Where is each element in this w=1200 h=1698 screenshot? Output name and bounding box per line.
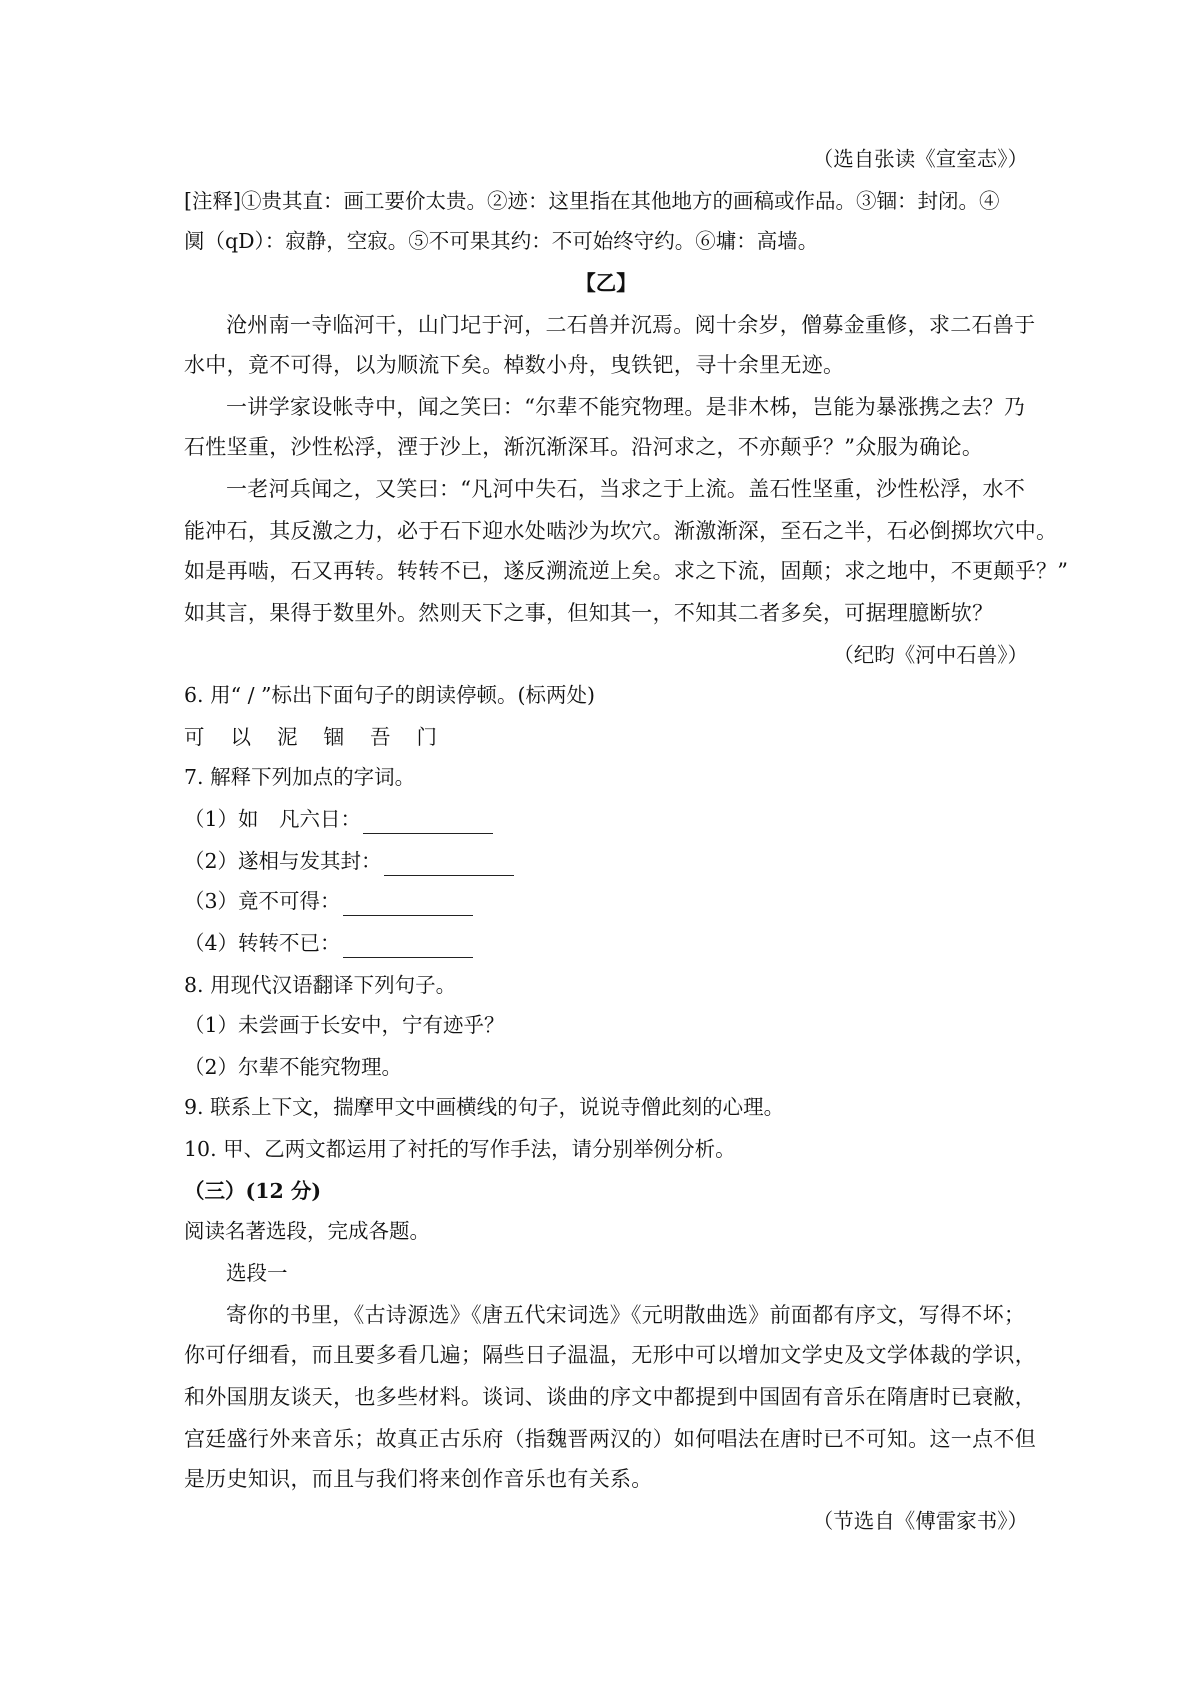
passage-yi-line: 一老河兵闻之，又笑曰：“凡河中失石，当求之于上流。盖石性坚重，沙性松浮，水不 [226, 477, 1026, 501]
passage-yi-line: 如其言，果得于数里外。然则天下之事，但知其一，不知其二者多矣，可据理臆断欤？ [184, 601, 994, 625]
question-8-item-1: （1）未尝画于长安中，宁有迹乎？ [184, 1013, 505, 1037]
source-citation-fulei: （节选自《傅雷家书》） [812, 1509, 1028, 1533]
question-7-item-text: （2）遂相与发其封： [184, 849, 382, 873]
excerpt-line: 宫廷盛行外来音乐；故真正古乐府（指魏晋两汉的）如何唱法在唐时已不可知。这一点不但 [184, 1427, 1036, 1451]
passage-yi-line: 水中，竟不可得，以为顺流下矣。棹数小舟，曳铁钯，寻十余里无迹。 [184, 353, 845, 377]
passage-yi-line: 石性坚重，沙性松浮，湮于沙上，渐沉渐深耳。沿河求之，不亦颠乎？”众服为确论。 [184, 435, 984, 459]
answer-blank[interactable] [343, 895, 473, 916]
excerpt-line: 是历史知识，而且与我们将来创作音乐也有关系。 [184, 1467, 653, 1491]
answer-blank[interactable] [363, 813, 493, 834]
passage-yi-line: 沧州南一寺临河干，山门圮于河，二石兽并沉焉。阅十余岁，僧募金重修，求二石兽于 [226, 313, 1036, 337]
question-9: 9. 联系上下文，揣摩甲文中画横线的句子，说说寺僧此刻的心理。 [184, 1095, 785, 1119]
section-heading-yi: 【乙】 [575, 271, 637, 295]
excerpt-heading: 选段一 [226, 1261, 288, 1285]
question-8-item-2: （2）尔辈不能究物理。 [184, 1055, 403, 1079]
question-7-item-text: （3）竟不可得： [184, 889, 341, 913]
question-10: 10. 甲、乙两文都运用了衬托的写作手法，请分别举例分析。 [184, 1137, 736, 1161]
passage-yi-line: 能冲石，其反激之力，必于石下迎水处啮沙为坎穴。渐激渐深，至石之半，石必倒掷坎穴中。 [184, 519, 1058, 543]
excerpt-line: 和外国朋友谈天，也多些材料。谈词、谈曲的序文中都提到中国固有音乐在隋唐时已衰敝， [184, 1385, 1036, 1409]
question-7: 7. 解释下列加点的字词。 [184, 765, 416, 789]
question-7-item-2 [184, 846, 1028, 876]
question-7-item-4 [184, 928, 1028, 958]
question-7-item-3 [184, 886, 1028, 916]
source-citation-jia: （选自张读《宣室志》） [812, 147, 1028, 171]
question-8: 8. 用现代汉语翻译下列句子。 [184, 973, 457, 997]
answer-blank[interactable] [343, 937, 473, 958]
answer-blank[interactable] [384, 855, 514, 876]
source-citation-yi: （纪昀《河中石兽》） [833, 643, 1028, 667]
passage-yi-line: 一讲学家设帐寺中，闻之笑曰：“尔辈不能究物理。是非木柹，岂能为暴涨携之去？乃 [226, 395, 1026, 419]
question-6: 6. 用“ / ”标出下面句子的朗读停顿。(标两处) [184, 683, 595, 707]
question-7-item-text: （1）如 凡六日： [184, 807, 362, 831]
passage-yi-line: 如是再啮，石又再转。转转不已，遂反溯流逆上矣。求之下流，固颠；求之地中，不更颠乎？” [184, 559, 1069, 583]
question-6-sentence: 可以泥锢吾门 [184, 725, 463, 749]
question-7-item-text: （4）转转不已： [184, 931, 341, 955]
annotation-line-1: [注释]①贵其直：画工要价太贵。②迹：这里指在其他地方的画稿或作品。③锢：封闭。④ [184, 189, 1000, 213]
excerpt-line: 寄你的书里，《古诗源选》《唐五代宋词选》《元明散曲选》前面都有序文，写得不坏； [226, 1303, 1026, 1327]
annotation-line-2: 阒（qD）：寂静，空寂。⑤不可果其约：不可始终守约。⑥墉：高墙。 [184, 229, 819, 253]
excerpt-line: 你可仔细看，而且要多看几遍；隔些日子温温，无形中可以增加文学史及文学体裁的学识， [184, 1343, 1036, 1367]
question-7-item-1 [184, 804, 1028, 834]
section-heading-san: （三）(12 分) [184, 1179, 322, 1203]
reading-instruction: 阅读名著选段，完成各题。 [184, 1219, 430, 1243]
